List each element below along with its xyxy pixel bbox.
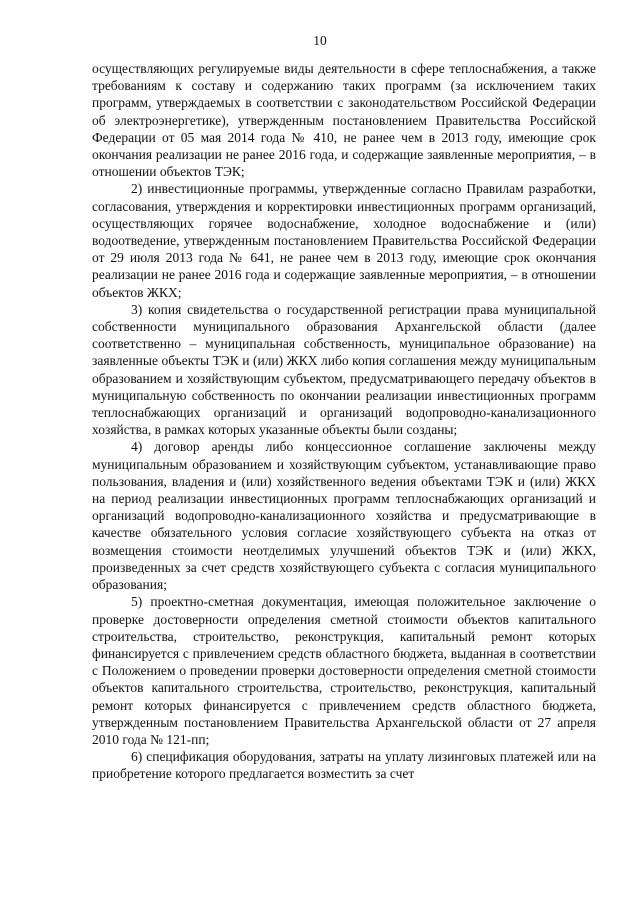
paragraph-item-6: 6) спецификация оборудования, затраты на уплату лизинговых платежей или на приобретение которого предлагается возместить за счет bbox=[92, 749, 596, 782]
paragraph-item-5: 5) проектно-сметная документация, имеющая положительное заключение о проверке достоверности определения сметной стоимости объектов капитального строительства, строительство, реконструкция, капитальный ремонт которых финансируется с привлечением средств областного бюджета, выданная в соответствии с Положением о проведении проверки достоверности определения сметной стоимости объектов капитального строительства, строительство, реконструкция, капитальный ремонт которых финансируется с привлечением средств областного бюджета, утвержденным постановлением Правительства Архангельской области от 27 апреля 2010 года № 121-пп; bbox=[92, 594, 596, 747]
paragraph-item-3: 3) копия свидетельства о государственной регистрации права муниципальной собственности муниципального образования Архангельской области (далее соответственно – муниципальная собственность, муниципальное образование) на заявленные объекты ТЭК и (или) ЖКХ либо копия соглашения между муниципальным образованием и хозяйствующим субъектом, предусматривающего передачу объектов в муниципальную собственность по окончании реализации инвестиционных программ теплоснабжающих организаций и организаций водопроводно-канализационного хозяйства, в рамках которых указанные объекты были созданы; bbox=[92, 301, 596, 438]
page-number: 10 bbox=[313, 33, 327, 48]
paragraph-item-2: 2) инвестиционные программы, утвержденные согласно Правилам разработки, согласования, утверждения и корректировки инвестиционных программ организаций, осуществляющих горячее водоснабжение, холодное водоснабжение и (или) водоотведение, утвержденным постановлением Правительства Российской Федерации от 29 июля 2013 года № 641, не ранее чем в 2013 году, имеющие срок окончания реализации не ранее 2016 года и содержащие заявленные мероприятия, – в отношении объектов ЖКХ; bbox=[92, 181, 596, 300]
paragraph-continuation: осуществляющих регулируемые виды деятельности в сфере теплоснабжения, а также требованиям к составу и содержанию таких программ (за исключением таких программ, утверждаемых в соответствии с законодательством Российской Федерации об электроэнергетике), утвержденным постановлением Правительства Российской Федерации от 05 мая 2014 года № 410, не ранее чем в 2013 году, имеющие срок окончания реализации не ранее 2016 года, и содержащие заявленные мероприятия, – в отношении объектов ТЭК; bbox=[92, 61, 596, 180]
paragraph-item-4: 4) договор аренды либо концессионное соглашение заключены между муниципальным образованием и хозяйствующим субъектом, устанавливающие право пользования, владения и (или) хозяйственного ведения объектами ТЭК и (или) ЖКХ на период реализации инвестиционных программ теплоснабжающих организаций и организаций водопроводно-канализационного хозяйства и предусматривающие в качестве обязательного условия согласие хозяйствующего субъекта на отказ от возмещения стоимости неотделимых улучшений объектов ТЭК и (или) ЖКХ, произведенных за счет средств хозяйствующего субъекта с согласия муниципального образования; bbox=[92, 439, 596, 593]
document-body bbox=[92, 60, 596, 783]
